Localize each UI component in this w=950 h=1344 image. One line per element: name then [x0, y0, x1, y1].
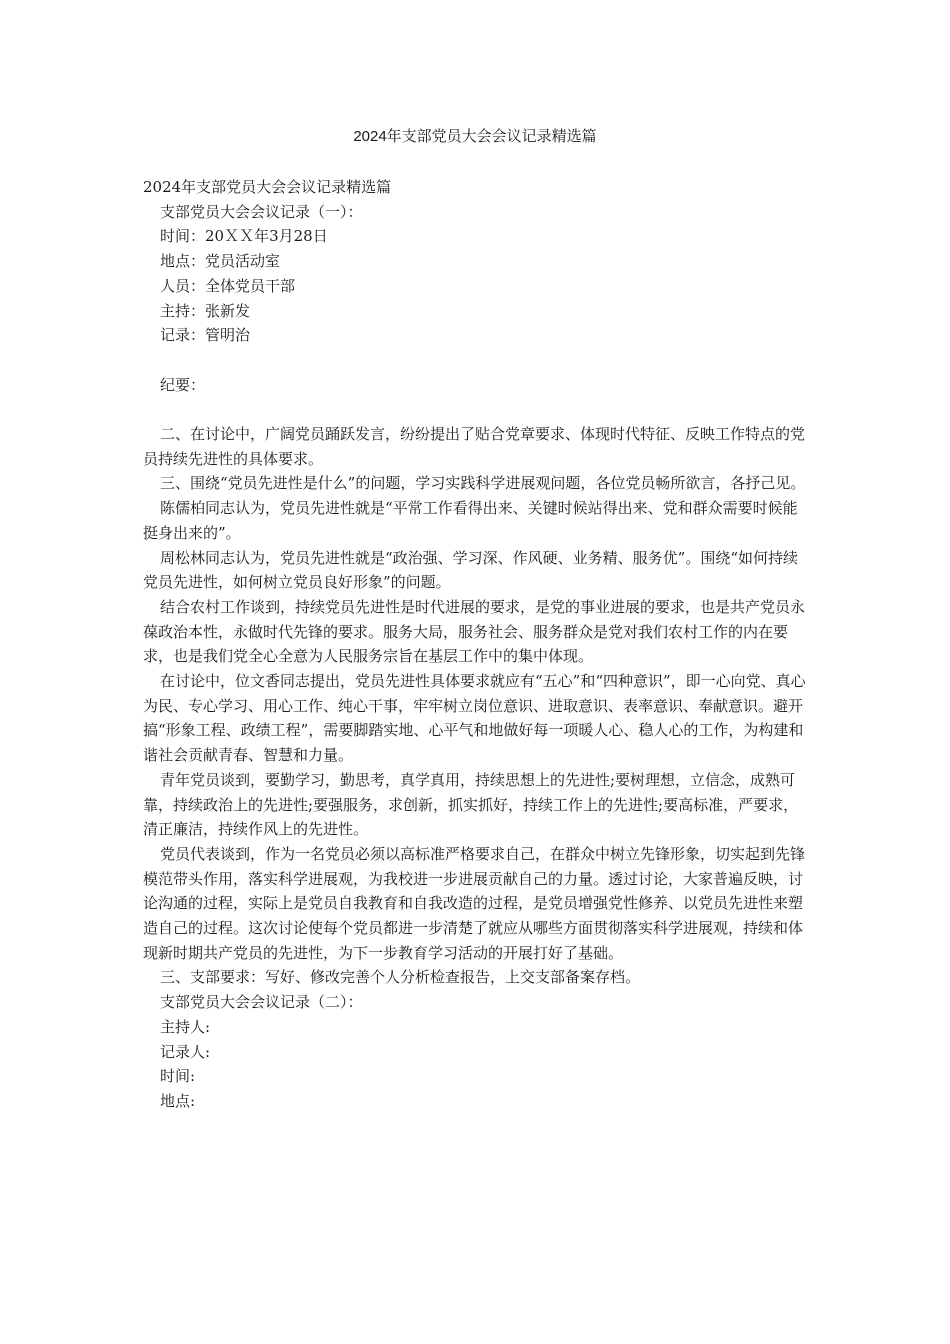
- record-one-attendees: 人员：全体党员干部: [160, 276, 296, 295]
- record-two-time: 时间:: [160, 1067, 196, 1086]
- record-two-recorder: 记录人:: [160, 1042, 211, 1061]
- record-two-place: 地点:: [160, 1091, 196, 1110]
- record-one-summary-label: 纪要：: [160, 375, 206, 394]
- record-one-heading: 支部党员大会会议记录（一）：: [160, 202, 363, 221]
- record-two-heading: 支部党员大会会议记录（二）：: [160, 993, 363, 1012]
- record-one-host: 主持：张新发: [160, 301, 251, 320]
- paragraph-requirements: 三、支部要求：写好、修改完善个人分析检查报告，上交支部备案存档。: [160, 968, 641, 987]
- record-one-time: 时间：20ＸＸ年3月28日: [160, 227, 328, 246]
- spacer: [143, 397, 807, 422]
- record-one-recorder: 记录：管明治: [160, 326, 251, 345]
- record-two-host: 主持人:: [160, 1017, 211, 1036]
- paragraph-chen: 陈儒柏同志认为，党员先进性就是“平常工作看得出来、关键时候站得出来、党和群众需要时候能挺身出来的”。: [143, 499, 798, 542]
- paragraph-topic: 三、围绕“党员先进性是什么”的问题，学习实践科学进展观问题，各位党员畅所欲言，各抒己见。: [160, 474, 806, 493]
- paragraph-rural-work: 结合农村工作谈到，持续党员先进性是时代进展的要求，是党的事业进展的要求，也是共产党员永葆政治本性，永做时代先锋的要求。服务大局，服务社会、服务群众是党对我们农村工作的内在要求，也是我们党全心全意为人民服务宗旨在基层工作中的集中体现。: [143, 597, 806, 666]
- paragraph-zhou: 周松林同志认为，党员先进性就是“政治强、学习深、作风硬、业务精、服务优”。围绕“如何持续党员先进性，如何树立党员良好形象”的问题。: [143, 548, 799, 592]
- document-body: [143, 175, 807, 1114]
- paragraph-youth: 青年党员谈到，要勤学习，勤思考，真学真用，持续思想上的先进性;要树理想，立信念，成熟可靠，持续政治上的先进性;要强服务，求创新，抓实抓好，持续工作上的先进性;要高标准，严要求，清正廉洁，持续作风上的先进性。: [143, 770, 799, 839]
- record-one-place: 地点：党员活动室: [160, 252, 281, 271]
- spacer: [143, 348, 807, 373]
- paragraph-discussion: 二、在讨论中，广阔党员踊跃发言，纷纷提出了贴合党章要求、体现时代特征、反映工作特点的党员持续先进性的具体要求。: [143, 425, 806, 468]
- document-title: 2024年支部党员大会会议记录精选篇: [353, 128, 597, 145]
- paragraph-representative: 党员代表谈到，作为一名党员必须以高标准严格要求自己，在群众中树立先锋形象，切实起到先锋模范带头作用，落实科学进展观，为我校进一步进展贡献自己的力量。透过讨论，大家普遍反映，讨论沟通的过程，实际上是党员自我教育和自我改造的过程，是党员增强党性修养、以党员先进性来塑造自己的过程。这次讨论使每个党员都进一步清楚了就应从哪些方面贯彻落实科学进展观，持续和体现新时期共产党员的先进性，为下一步教育学习活动的开展打好了基础。: [143, 844, 806, 962]
- paragraph-wei: 在讨论中，位文香同志提出，党员先进性具体要求就应有“五心”和“四种意识”，即一心向党、真心为民、专心学习、用心工作、纯心干事，牢牢树立岗位意识、进取意识、表率意识、奉献意识。避开搞“形象工程、政绩工程”，需要脚踏实地、心平气和地做好每一项暖人心、稳人心的工作，为构建和谐社会贡献青春、智慧和力量。: [143, 672, 806, 765]
- document-subtitle: 2024年支部党员大会会议记录精选篇: [143, 178, 392, 196]
